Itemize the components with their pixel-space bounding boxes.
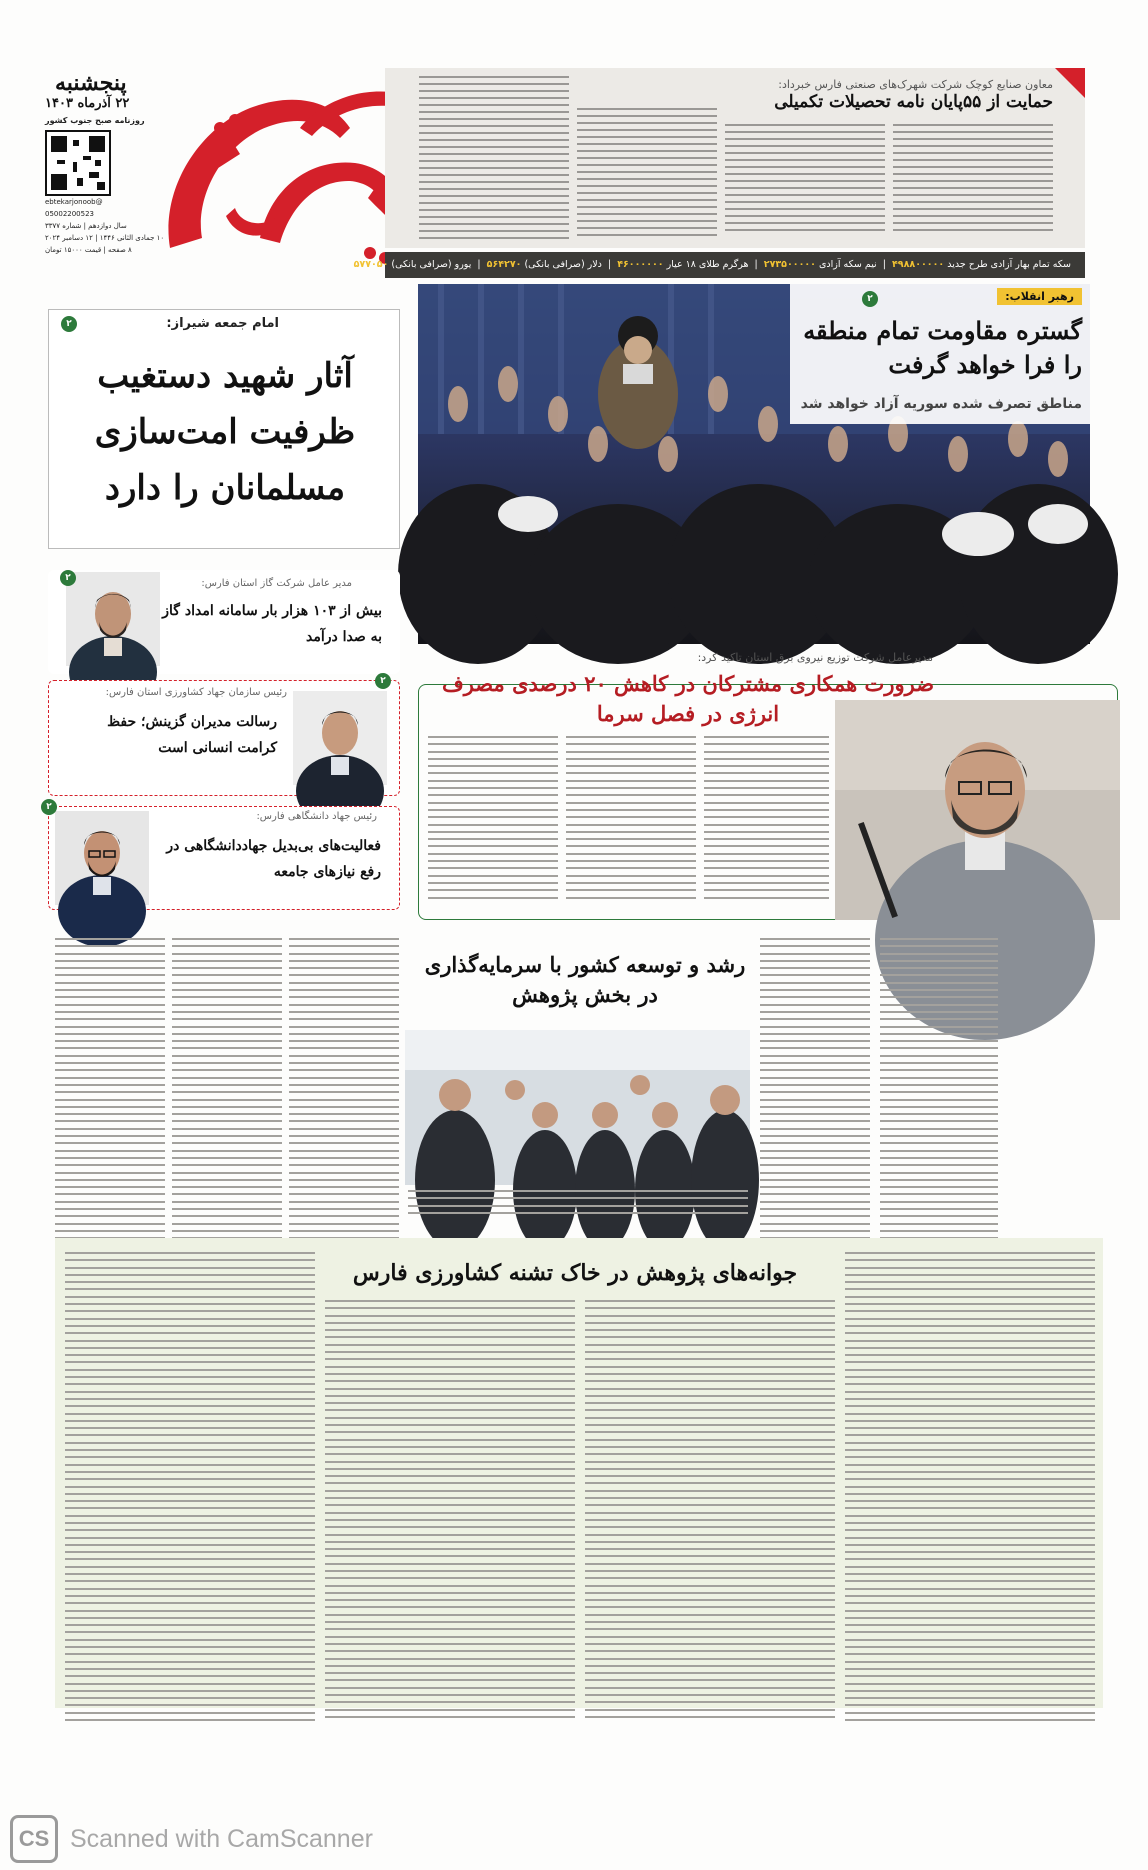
ticker-line: سکه تمام بهار آزادی طرح جدید ۴۹۸۸۰۰۰۰۰ | نیم سکه آزادی ۲۷۳۵۰۰۰۰۰ | هرگرم طلای ۱۸ عیار ۴۶۰۰۰۰۰۰ | دلار (صرافی بانکی) ۵۶۴۲۷۰ | یورو (صرافی بانکی) ۵۷۷۰۵۰ — [353, 259, 1071, 270]
official-speaking-icon — [835, 700, 1120, 920]
research-body-col2 — [760, 938, 870, 1244]
gas-page-ref: ۲ — [60, 570, 76, 586]
sms-number: 05002200523 — [45, 210, 94, 218]
shiraz-headline: آثار شهید دستغیب ظرفیت امت‌سازی مسلمانان را دارد — [94, 356, 356, 508]
ticker-value: ۴۹۸۸۰۰۰۰۰ — [892, 259, 945, 270]
shiraz-kicker: امام جمعه شیراز: — [166, 316, 279, 331]
brief-text-col4 — [419, 76, 569, 244]
agriculture-body-col1 — [845, 1252, 1095, 1726]
agriculture-body-col4 — [325, 1300, 575, 1723]
brief-text-col3 — [577, 108, 717, 241]
issue-weekday: پنجشنبه — [55, 70, 127, 96]
avatar — [293, 691, 387, 785]
scanner-watermark — [10, 1815, 440, 1863]
electricity-kicker: مدیرعامل شرکت توزیع نیروی برق استان تاکید کرد: — [697, 651, 933, 664]
masthead — [45, 68, 1085, 278]
agriculture-headline: جوانه‌های پژوهش در خاک تشنه کشاورزی فارس — [352, 1260, 798, 1286]
agri-org-headline: رسالت مدیران گزینش؛ حفظ کرامت انسانی است — [107, 714, 277, 756]
issue-date: ۲۲ آذرماه ۱۴۰۳ — [45, 96, 130, 111]
electricity-headline: ضرورت همکاری مشترکان در کاهش ۲۰ درصدی مصرف انرژی در فصل سرما — [441, 671, 935, 726]
agriculture-body-col3 — [585, 1300, 835, 1723]
electricity-photo — [835, 700, 1120, 920]
jihad-university-card — [46, 802, 400, 910]
jihad-page-ref: ۲ — [41, 799, 57, 815]
agri-org-page-ref: ۲ — [375, 673, 391, 689]
top-news-panel — [385, 68, 1085, 248]
research-body-col4 — [289, 938, 399, 1244]
lead-kicker — [997, 288, 1082, 305]
currency-ticker — [353, 252, 1085, 278]
ticker-label: هرگرم طلای ۱۸ عیار — [666, 259, 749, 270]
top-story-text-col2 — [725, 124, 885, 236]
research-photo-caption — [408, 1190, 748, 1230]
avatar — [66, 572, 160, 666]
camscanner-logo-icon: CS — [10, 1815, 58, 1863]
lead-headline-box — [790, 284, 1090, 424]
hijri-gregorian-date: ۱۰ جمادی الثانی ۱۴۴۶ | ۱۲ دسامبر ۲۰۲۴ — [45, 234, 165, 242]
research-body-col1 — [880, 938, 998, 1244]
gas-headline: بیش از ۱۰۳ هزار بار سامانه امداد گاز به صدا درآمد — [162, 603, 382, 645]
issue-number: سال دوازدهم | شماره ۳۳۷۷ — [45, 222, 127, 230]
paper-subtitle: روزنامه صبح جنوب کشور — [45, 116, 145, 125]
avatar — [55, 811, 149, 905]
date-box — [45, 68, 165, 278]
jihad-kicker: رئیس جهاد دانشگاهی فارس: — [256, 811, 377, 822]
ticker-value: ۴۶۰۰۰۰۰۰ — [617, 259, 664, 270]
red-corner-decor — [1055, 68, 1085, 98]
shiraz-page-ref: ۲ — [61, 316, 77, 332]
meeting-photo-icon — [405, 1030, 750, 1185]
gas-kicker: مدیر عامل شرکت گاز استان فارس: — [201, 578, 352, 589]
top-story-text — [893, 124, 1053, 236]
shiraz-story-box — [48, 309, 400, 549]
jihad-headline: فعالیت‌های بی‌بدیل جهاددانشگاهی در رفع نیازهای جامعه — [166, 838, 381, 880]
social-handle: @ebtekarjonoob — [45, 198, 103, 206]
electricity-body-col3 — [428, 736, 558, 904]
lead-photo — [418, 284, 1090, 644]
ticker-label: یورو (صرافی بانکی) — [391, 259, 472, 270]
agriculture-body-col5 — [65, 1252, 315, 1726]
scanner-text: Scanned with CamScanner — [70, 1825, 373, 1853]
qr-code — [45, 130, 111, 196]
agri-org-kicker: رئیس سازمان جهاد کشاورزی استان فارس: — [105, 687, 287, 698]
ticker-value: ۲۷۳۵۰۰۰۰۰ — [763, 259, 816, 270]
portrait-icon — [55, 811, 149, 905]
portrait-icon — [293, 691, 387, 785]
ticker-label: نیم سکه آزادی — [819, 259, 877, 270]
lead-kicker-text: رهبر انقلاب: — [1005, 290, 1074, 303]
lead-page-ref: ۲ — [862, 291, 878, 307]
research-body-col5 — [172, 938, 282, 1244]
pages-price: ۸ صفحه | قیمت ۱۵۰۰۰ تومان — [45, 246, 132, 254]
ticker-value: ۵۶۴۲۷۰ — [486, 259, 522, 270]
research-photo — [405, 1030, 750, 1185]
ticker-value: ۵۷۷۰۵۰ — [353, 259, 389, 270]
top-story-headline: حمایت از ۵۵پایان نامه تحصیلات تکمیلی — [774, 92, 1053, 112]
research-body-col6 — [55, 938, 165, 1244]
electricity-body-col1 — [704, 736, 829, 904]
electricity-body-col2 — [566, 736, 696, 904]
research-headline: رشد و توسعه کشور با سرمایه‌گذاری در بخش پژوهش — [424, 952, 746, 1007]
agriculture-org-card — [48, 676, 400, 796]
lead-headline: گستره مقاومت تمام منطقه را فرا خواهد گرفت — [803, 316, 1082, 379]
gas-story-card — [48, 570, 400, 674]
ticker-label: دلار (صرافی بانکی) — [524, 259, 602, 270]
portrait-icon — [66, 572, 160, 666]
top-story-kicker: معاون صنایع کوچک شرکت شهرک‌های صنعتی فارس خبرداد: — [778, 78, 1053, 91]
lead-subheadline: مناطق تصرف شده سوریه آزاد خواهد شد — [800, 396, 1082, 412]
ticker-label: سکه تمام بهار آزادی طرح جدید — [947, 259, 1071, 270]
